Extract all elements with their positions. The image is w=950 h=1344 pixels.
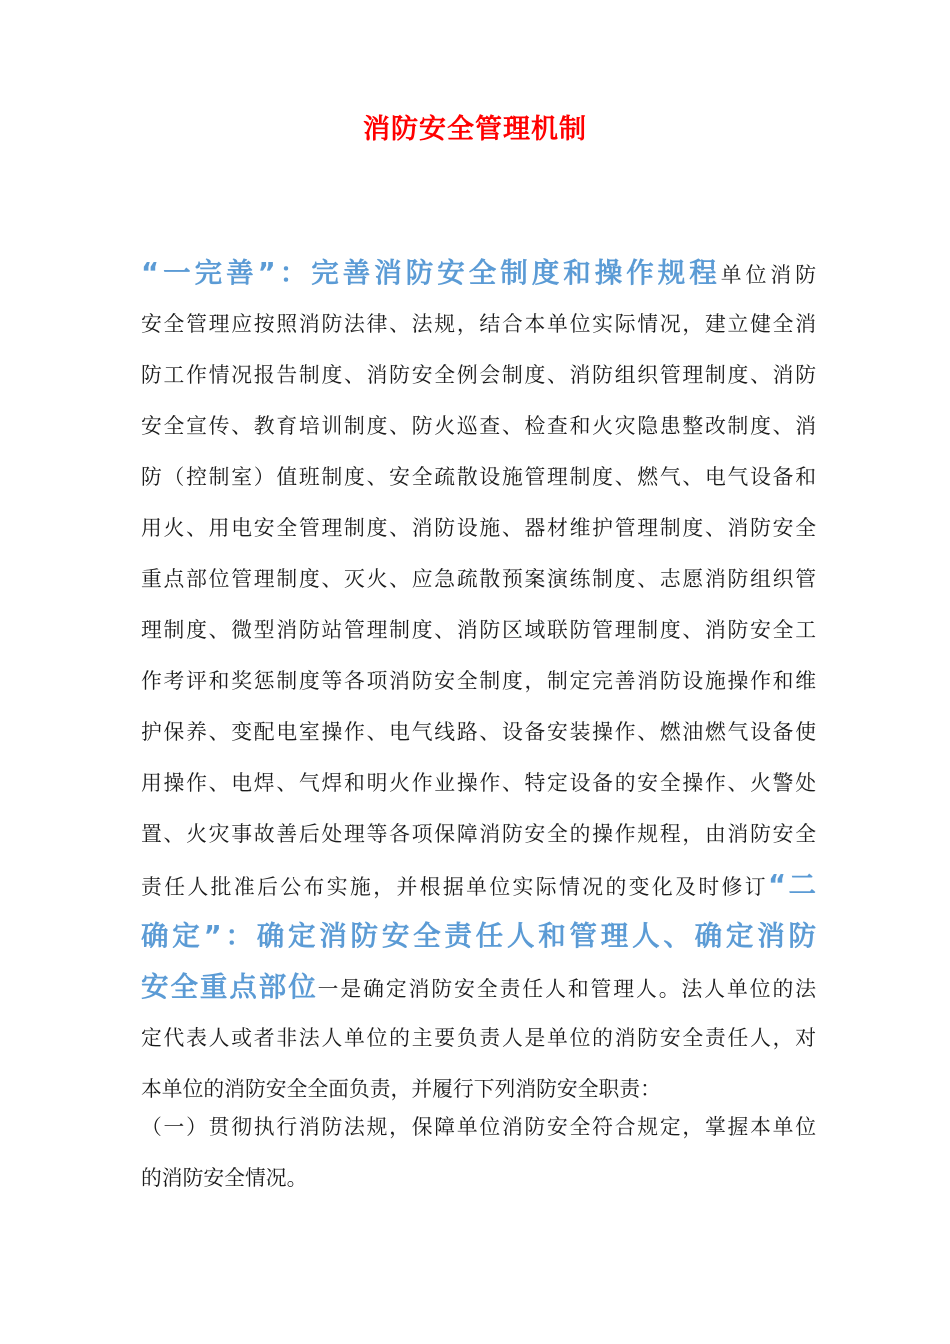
body-line <box>141 1153 816 1204</box>
body-line <box>141 605 816 656</box>
body-text-run: 责任人批准后公布实施，并根据单位实际情况的变化及时修订 <box>141 875 768 899</box>
body-text-run: 防工作情况报告制度、消防安全例会制度、消防组织管理制度、消防 <box>141 363 816 387</box>
body-text-run: 防（控制室）值班制度、安全疏散设施管理制度、燃气、电气设备和 <box>141 465 816 489</box>
section-heading: 安全重点部位 <box>141 971 318 1003</box>
body-text-run: 理制度、微型消防站管理制度、消防区域联防管理制度、消防安全工 <box>141 618 816 642</box>
body-line <box>141 962 816 1013</box>
section-heading: “二 <box>768 869 816 901</box>
body-text-run: 用火、用电安全管理制度、消防设施、器材维护管理制度、消防安全 <box>141 516 816 540</box>
document-title: 消防安全管理机制 <box>363 114 587 145</box>
body-line <box>141 452 816 503</box>
body-line <box>141 1013 816 1064</box>
document-body-continued <box>141 1102 816 1204</box>
body-text-run: 的消防安全情况。 <box>141 1166 308 1190</box>
body-text-run: 用操作、电焊、气焊和明火作业操作、特定设备的安全操作、火警处 <box>141 771 816 795</box>
body-line <box>141 554 816 605</box>
body-line <box>141 299 816 350</box>
body-line <box>141 860 816 911</box>
body-text-run: 单位消防 <box>720 263 816 287</box>
body-text-run: 本单位的消防安全全面负责，并履行下列消防安全职责： <box>141 1077 661 1101</box>
body-line <box>141 248 816 299</box>
body-text-run: 定代表人或者非法人单位的主要负责人是单位的消防安全责任人，对 <box>141 1026 816 1050</box>
body-text-run: 作考评和奖惩制度等各项消防安全制度，制定完善消防设施操作和维 <box>141 669 816 693</box>
body-line <box>141 656 816 707</box>
body-text-run: 安全管理应按照消防法律、法规，结合本单位实际情况，建立健全消 <box>141 312 816 336</box>
body-text-run: 重点部位管理制度、灭火、应急疏散预案演练制度、志愿消防组织管 <box>141 567 816 591</box>
body-line <box>141 707 816 758</box>
body-line <box>141 911 816 962</box>
body-line <box>141 809 816 860</box>
section-heading: 确定”：确定消防安全责任人和管理人、确定消防 <box>141 920 816 952</box>
body-line <box>141 350 816 401</box>
body-text-run: 置、火灾事故善后处理等各项保障消防安全的操作规程，由消防安全 <box>141 822 816 846</box>
body-text-run: 一是确定消防安全责任人和管理人。法人单位的法 <box>317 977 816 1001</box>
section-heading: “一完善”：完善消防安全制度和操作规程 <box>141 257 721 289</box>
body-line <box>141 758 816 809</box>
body-line <box>141 503 816 554</box>
body-text-run: （一）贯彻执行消防法规，保障单位消防安全符合规定，掌握本单位 <box>141 1115 816 1139</box>
body-text-run: 安全宣传、教育培训制度、防火巡查、检查和火灾隐患整改制度、消 <box>141 414 816 438</box>
body-line <box>141 1102 816 1153</box>
body-text-run: 护保养、变配电室操作、电气线路、设备安装操作、燃油燃气设备使 <box>141 720 816 744</box>
body-line <box>141 401 816 452</box>
document-body <box>141 248 816 1115</box>
